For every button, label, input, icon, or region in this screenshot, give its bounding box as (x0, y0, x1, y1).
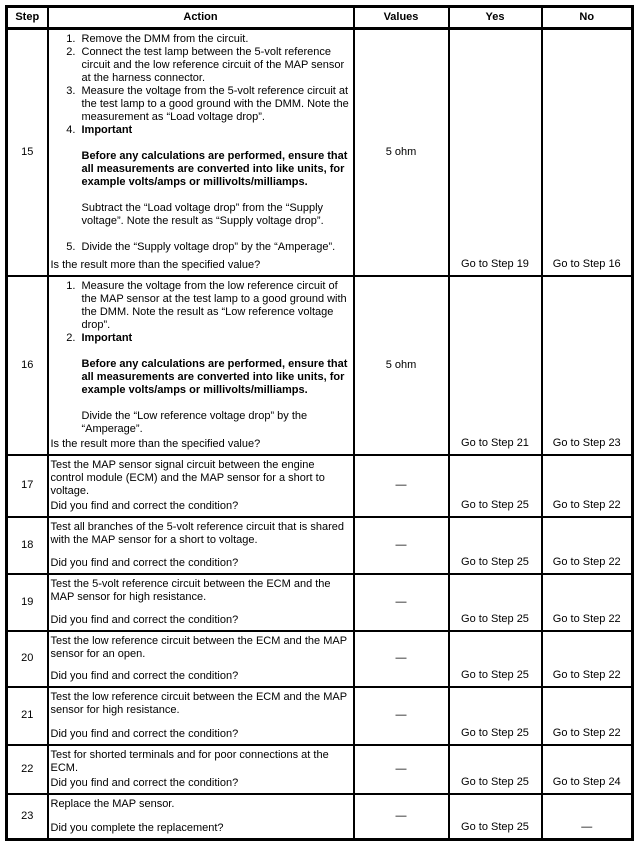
no-cell: Go to Step 22 (542, 517, 633, 574)
action-cell (48, 687, 354, 745)
yes-cell: Go to Step 25 (449, 574, 542, 631)
table-row-step-23 (7, 794, 633, 840)
step-cell: 16 (7, 276, 48, 455)
step-cell: 22 (7, 745, 48, 794)
important-note: Before any calculations are performed, ensure that all measurements are converted into like units, for example volts/amps or millivolts/milliamps. (81, 150, 348, 188)
important-note: Before any calculations are performed, ensure that all measurements are converted into like units, for example volts/amps or millivolts/milliamps. (81, 357, 348, 396)
values-cell: 5 ohm (354, 29, 449, 276)
action-list (51, 280, 350, 436)
action-item: 5. Divide the “Supply voltage drop” by the “Amperage”. (79, 241, 350, 254)
action-cell (48, 574, 354, 631)
table-row-step-22 (7, 745, 633, 794)
action-cell (48, 455, 354, 517)
values-cell: 5 ohm (354, 276, 449, 455)
col-header-values: Values (354, 7, 449, 29)
diagnostic-table (5, 5, 634, 841)
action-item: 3. Measure the voltage from the 5-volt reference circuit at the test lamp to a good ground with the DMM. Note the measurement as “Load voltage drop”. (79, 85, 350, 124)
yes-cell: Go to Step 25 (449, 687, 542, 745)
table-row-step-18 (7, 517, 633, 574)
action-text: Test the low reference circuit between the ECM and the MAP sensor for an open. (50, 634, 347, 660)
important-heading: Important (81, 331, 133, 344)
yes-cell: Go to Step 25 (449, 517, 542, 574)
no-cell: Go to Step 22 (542, 455, 633, 517)
yes-cell: Go to Step 25 (449, 794, 542, 840)
step-cell: 21 (7, 687, 48, 745)
values-cell: — (354, 745, 449, 794)
step-cell: 23 (7, 794, 48, 840)
question-text: Did you find and correct the condition? (50, 727, 239, 740)
action-item-important (79, 124, 350, 228)
action-text: Test the low reference circuit between the ECM and the MAP sensor for high resistance. (50, 690, 347, 716)
table-row-step-17 (7, 455, 633, 517)
table-row-step-16 (7, 276, 633, 455)
no-cell: Go to Step 22 (542, 687, 633, 745)
table-row-step-21 (7, 687, 633, 745)
values-cell: — (354, 517, 449, 574)
step-cell: 15 (7, 29, 48, 276)
col-header-action: Action (48, 7, 354, 29)
question-text: Is the result more than the specified value? (50, 258, 261, 271)
step-cell: 19 (7, 574, 48, 631)
col-header-yes: Yes (449, 7, 542, 29)
yes-cell: Go to Step 21 (449, 276, 542, 455)
no-cell: — (542, 794, 633, 840)
action-list (51, 33, 350, 254)
document-page (0, 5, 639, 835)
yes-cell: Go to Step 25 (449, 631, 542, 687)
question-text: Did you find and correct the condition? (50, 669, 239, 682)
values-cell: — (354, 455, 449, 517)
yes-cell: Go to Step 25 (449, 455, 542, 517)
question-text: Did you complete the replacement? (50, 822, 224, 834)
action-cell (48, 517, 354, 574)
no-cell: Go to Step 22 (542, 631, 633, 687)
action-text: Test all branches of the 5-volt reference circuit that is shared with the MAP sensor for a short to voltage. (50, 520, 344, 546)
important-heading: Important (81, 124, 133, 136)
col-header-step: Step (7, 7, 48, 29)
action-text: Test for shorted terminals and for poor connections at the ECM. (50, 748, 329, 774)
values-cell: — (354, 631, 449, 687)
question-text: Is the result more than the specified value? (50, 437, 261, 450)
values-cell: — (354, 687, 449, 745)
action-cell (48, 29, 354, 276)
step-cell: 17 (7, 455, 48, 517)
no-cell: Go to Step 23 (542, 276, 633, 455)
question-text: Did you find and correct the condition? (50, 613, 239, 626)
step-cell: 18 (7, 517, 48, 574)
table-row-step-20 (7, 631, 633, 687)
no-cell: Go to Step 24 (542, 745, 633, 794)
action-paragraph: Divide the “Low reference voltage drop” by the “Amperage”. (81, 409, 308, 435)
table-row-step-19 (7, 574, 633, 631)
question-text: Did you find and correct the condition? (50, 776, 239, 789)
question-text: Did you find and correct the condition? (50, 499, 239, 512)
col-header-no: No (542, 7, 633, 29)
action-item: 1. Measure the voltage from the low reference circuit of the MAP sensor at the test lamp to a good ground with the DMM. Note the result as “Low reference voltage drop”. (79, 280, 350, 332)
action-cell (48, 745, 354, 794)
question-text: Did you find and correct the condition? (50, 556, 239, 569)
action-text: Test the 5-volt reference circuit between the ECM and the MAP sensor for high resistance. (50, 577, 331, 603)
action-cell (48, 794, 354, 840)
step-cell: 20 (7, 631, 48, 687)
action-cell (48, 631, 354, 687)
action-paragraph: Subtract the “Load voltage drop” from the “Supply voltage”. Note the result as “Supply voltage drop”. (81, 202, 324, 227)
action-item-important (79, 332, 350, 436)
yes-cell: Go to Step 25 (449, 745, 542, 794)
table-row-step-15 (7, 29, 633, 276)
action-item: 2. Connect the test lamp between the 5-volt reference circuit and the low reference circuit of the MAP sensor at the harness connector. (79, 46, 350, 85)
values-cell: — (354, 574, 449, 631)
action-text: Replace the MAP sensor. (50, 797, 175, 810)
values-cell: — (354, 794, 449, 840)
action-item: 1. Remove the DMM from the circuit. (79, 33, 350, 46)
no-cell: Go to Step 22 (542, 574, 633, 631)
action-text: Test the MAP sensor signal circuit between the engine control module (ECM) and the MAP sensor for a short to voltage. (50, 458, 325, 497)
action-cell (48, 276, 354, 455)
yes-cell: Go to Step 19 (449, 29, 542, 276)
no-cell: Go to Step 16 (542, 29, 633, 276)
header-row (7, 7, 633, 29)
